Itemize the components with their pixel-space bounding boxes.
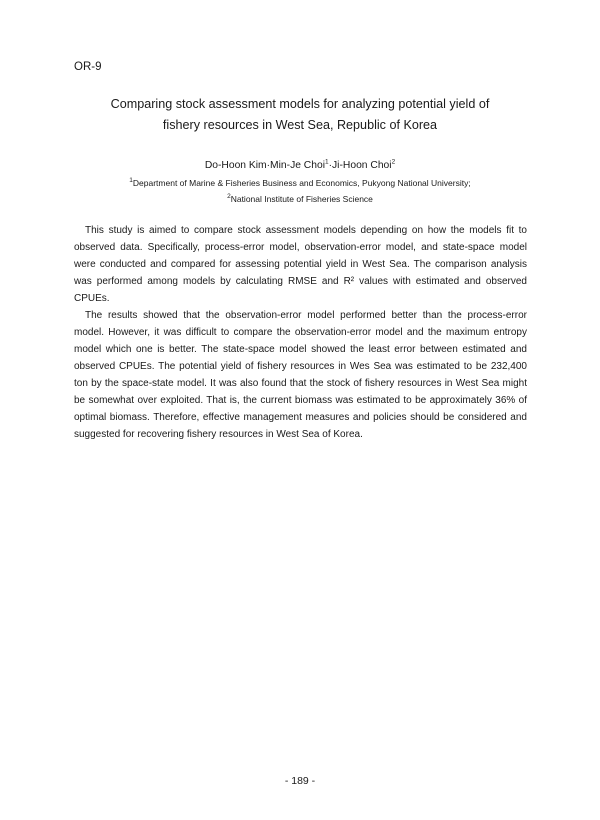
- affiliation-mark-2: 2: [227, 193, 231, 201]
- session-code: OR-9: [74, 61, 102, 73]
- title-line-1: Comparing stock assessment models for analyzing potential yield of: [110, 97, 490, 111]
- author-names-2: ·Ji-Hoon Choi: [328, 160, 392, 171]
- abstract-paragraph-2: The results showed that the observation-error model performed better than the process-error model. However, it was difficult to compare the observation-error model and the maximum entropy model which one is better. The state-space model showed the least error between estimated and observed CPUEs. The potential yield of fishery resources in Wes Sea was estimated to be 232,400 ton by the space-state model. It was also found that the stock of fishery resources in West Sea might be somewhat over exploited. That is, the current biomass was estimated to be approximately 36% of optimal biomass. Therefore, effective management measures and policies should be considered and suggested for recovering fishery resources in West Sea of Korea.: [74, 310, 527, 440]
- affiliation-1: [30, 178, 570, 188]
- abstract-paragraph-1: This study is aimed to compare stock assessment models depending on how the models fit to observed data. Specifically, process-error model, observation-error model, and state-space model were conducted and compared for assessing potential yield in West Sea. The comparison analysis was performed among models by calculating RMSE and R² values with estimated and observed CPUEs.: [74, 225, 527, 304]
- author-names: Do-Hoon Kim·Min-Je Choi: [204, 160, 325, 171]
- author-affil-mark-1: 1: [324, 158, 329, 166]
- abstract-body: [74, 222, 527, 443]
- author-list: [60, 159, 540, 173]
- affiliation-text-2: National Institute of Fisheries Science: [230, 194, 373, 204]
- affiliation-text-1: Department of Marine & Fisheries Business and Economics, Pukyong National University;: [132, 178, 471, 188]
- paper-title: [60, 94, 540, 136]
- affiliation-mark-1: 1: [129, 177, 133, 185]
- page-number: - 189 -: [284, 775, 316, 787]
- title-line-2: fishery resources in West Sea, Republic of Korea: [162, 118, 438, 132]
- affiliation-2: [30, 194, 570, 204]
- author-affil-mark-2: 2: [391, 158, 396, 166]
